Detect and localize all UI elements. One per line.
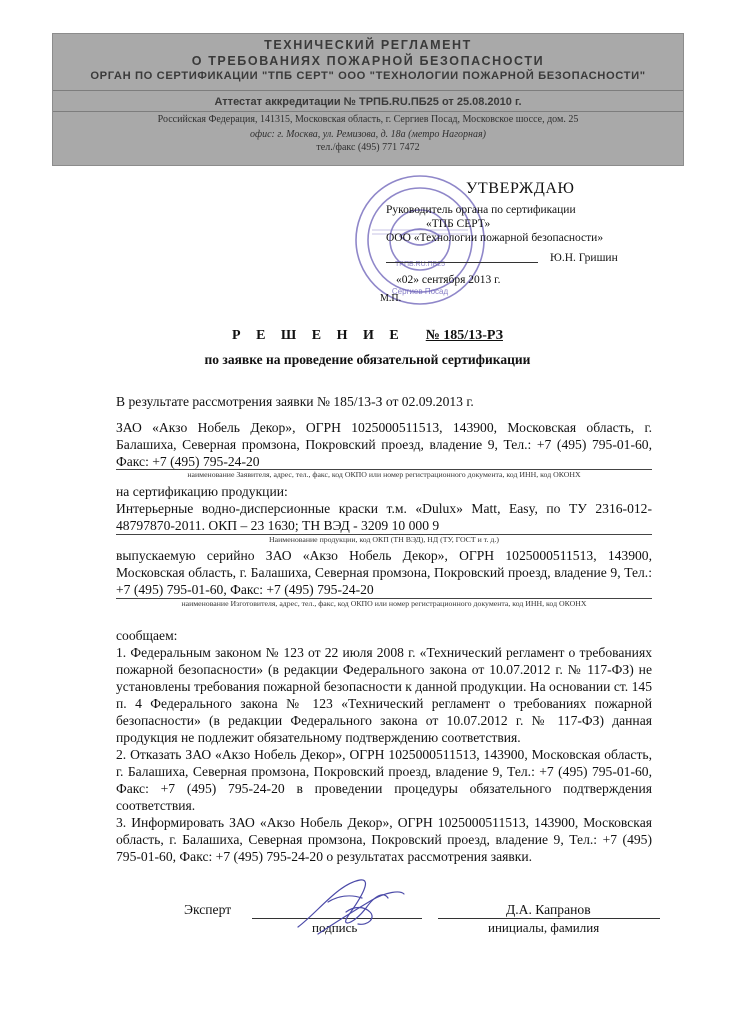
decision-item-1: 1. Федеральным законом № 123 от 22 июля 2008 г. «Технический регламент о требованиях пожарной безопасности» (в редакции Федерального закона от 10.07.2012 г. № 117-ФЗ) не установлены требования пожарной безопасности к данной продукции. На основании ст. 145 п. 4 Федерального закона № 123 «Технический регламент о требованиях пожарной безопасности» (в редакции Федерального закона от 10.07.2012 г. № 117-ФЗ) данная продукция не подлежит обязательному подтверждению соответствия. [116,645,652,745]
expert-name: Д.А. Капранов [506,902,591,917]
intro-paragraph: В результате рассмотрения заявки № 185/13-З от 02.09.2013 г. [116,394,474,409]
signature-caption: подпись [312,920,358,935]
decision-word: Р Е Ш Е Н И Е [232,328,405,343]
handwritten-signature [288,872,408,942]
name-caption: инициалы, фамилия [488,920,600,935]
approval-signer: Ю.Н. Гришин [550,252,618,264]
manufacturer-caption: наименование Изготовителя, адрес, тел., факс, код ОКПО или номер регистрационного документа, код ИНН, код ОКОНХ [116,598,652,608]
approval-body-name: «ТПБ СЕРТ» [426,218,491,230]
approval-company: ООО «Технологии пожарной безопасности» [386,232,604,244]
decision-subtitle: по заявке на проведение обязательной сертификации [204,352,531,367]
header-phone: тел./факс (495) 771 7472 [316,142,420,153]
approval-position: Руководитель органа по сертификации [386,204,576,216]
header-organization: ОРГАН ПО СЕРТИФИКАЦИИ "ТПБ СЕРТ" ООО "ТЕХНОЛОГИИ ПОЖАРНОЙ БЕЗОПАСНОСТИ" [90,70,646,82]
applicant-caption: наименование Заявителя, адрес, тел., факс, код ОКПО или номер регистрационного документа, код ИНН, код ОКОНХ [116,469,652,479]
header-address: Российская Федерация, 141315, Московская область, г. Сергиев Посад, Московское шоссе, дом. 25 [157,114,579,125]
seal-bottom-text: Сергиев Посад [391,287,449,296]
decision-number: № 185/13-РЗ [425,328,503,343]
approval-date: «02» сентября 2013 г. [396,274,501,286]
approval-signature-line [386,262,538,263]
expert-name-line [438,918,660,919]
header-title-line2: О ТРЕБОВАНИЯХ ПОЖАРНОЙ БЕЗОПАСНОСТИ [191,54,545,68]
applicant-paragraph: ЗАО «Акзо Нобель Декор», ОГРН 1025000511513, 143900, Московская область, г. Балашиха, Северная промзона, Покровский проезд, владение 9, Тел.: +7 (495) 795-01-60, Факс: +7 (495) 795-24-20 [116,420,652,469]
product-paragraph: Интерьерные водно-дисперсионные краски т.м. «Dulux» Matt, Easy, по ТУ 2316-012-48797870-2011. ОКП – 23 1630; ТН ВЭД - 3209 10 000 9 [116,501,652,533]
decision-item-3: 3. Информировать ЗАО «Акзо Нобель Декор», ОГРН 1025000511513, 143900, Московская область, г. Балашиха, Северная промзона, Покровский проезд, владение 9, Тел.: +7 (495) 795-01-60, Факс: +7 (495) 795-24-20 о результатах рассмотрения заявки. [116,815,652,864]
header-accreditation: Аттестат аккредитации № ТРПБ.RU.ПБ25 от 25.08.2010 г. [214,96,522,108]
certification-for-label: на сертификацию продукции: [116,484,288,499]
manufacturer-paragraph: выпускаемую серийно ЗАО «Акзо Нобель Декор», ОГРН 1025000511513, 143900, Московская область, г. Балашиха, Северная промзона, Покровский проезд, владение 9, Тел.: +7 (495) 795-01-60, Факс: +7 (495) 795-24-20 [116,548,652,597]
inform-label: сообщаем: [116,628,178,643]
header-divider [53,90,683,91]
certification-body-header [52,33,684,166]
header-divider [53,111,683,112]
stamp-place-label: М.П. [380,293,402,304]
header-title-line1: ТЕХНИЧЕСКИЙ РЕГЛАМЕНТ [264,38,472,52]
header-office: офис: г. Москва, ул. Ремизова, д. 18а (метро Нагорная) [250,129,486,140]
decision-title [0,328,735,344]
seal-center-text: ТРПБ.RU.ПБ25 [395,261,445,268]
decision-item-2: 2. Отказать ЗАО «Акзо Нобель Декор», ОГРН 1025000511513, 143900, Московская область, г. Балашиха, Северная промзона, Покровский проезд, владение 9, Тел.: +7 (495) 795-01-60, Факс: +7 (495) 795-24-20 в проведении процедуры обязательного подтверждения соответствия. [116,747,652,813]
approval-title: УТВЕРЖДАЮ [466,180,575,197]
product-caption: Наименование продукции, код ОКП (ТН ВЭД), НД (ТУ, ГОСТ и т. д.) [116,534,652,544]
expert-label: Эксперт [184,902,232,917]
